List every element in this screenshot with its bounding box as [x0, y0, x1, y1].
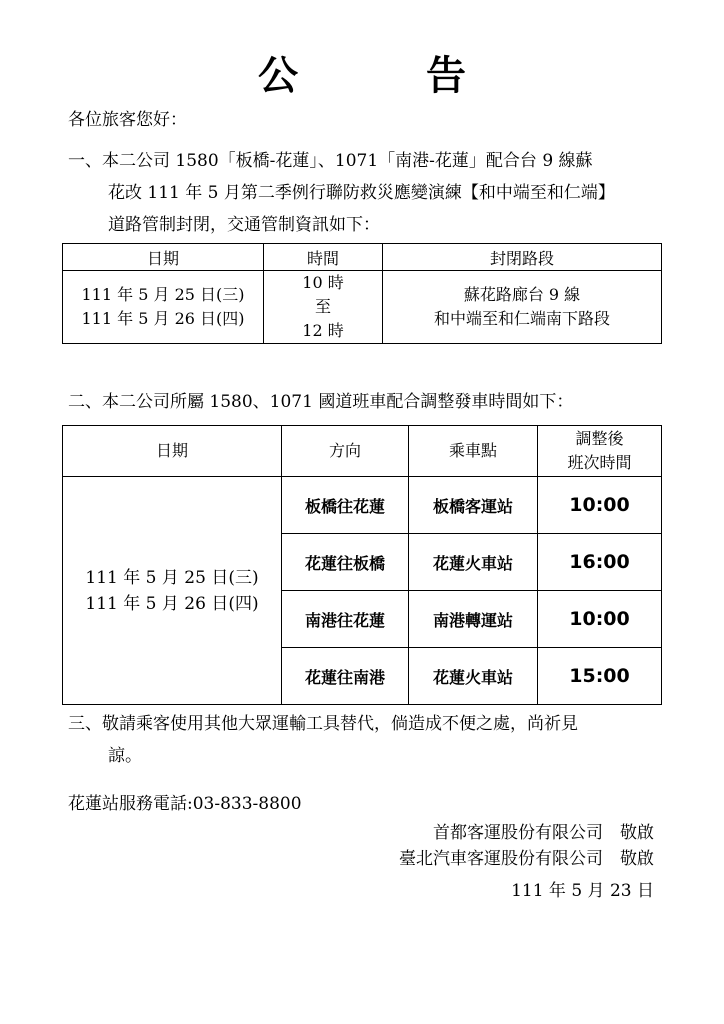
closure-time-start: 10 時 [302, 273, 344, 292]
header-time: 時間 [264, 244, 383, 271]
table-row [63, 477, 662, 534]
header-adjusted-time-1: 調整後 [575, 429, 624, 448]
header-date: 日期 [63, 244, 264, 271]
signature-2: 臺北汽車客運股份有限公司 敬啟 [399, 849, 654, 869]
publish-date: 111 年 5 月 23 日 [511, 881, 654, 901]
time-cell: 16:00 [538, 534, 662, 591]
section-1 [68, 145, 668, 241]
table-header-row [63, 244, 662, 271]
section-1-line-3: 道路管制封閉，交通管制資訊如下： [108, 215, 380, 235]
closure-time-cell [264, 271, 383, 344]
closure-date-1: 111 年 5 月 25 日(三) [81, 285, 245, 304]
time-cell: 10:00 [538, 591, 662, 648]
header-road-section: 封閉路段 [383, 244, 662, 271]
table-header-row [63, 426, 662, 477]
time-cell: 15:00 [538, 648, 662, 705]
schedule-date-1: 111 年 5 月 25 日(三) [85, 567, 259, 588]
stop-cell: 花蓮火車站 [409, 648, 538, 705]
stop-cell: 板橋客運站 [409, 477, 538, 534]
section-3-line-2: 諒。 [108, 746, 142, 766]
direction-cell: 花蓮往板橋 [282, 534, 409, 591]
section-2: 二、本二公司所屬 1580、1071 國道班車配合調整發車時間如下： [68, 392, 574, 412]
section-1-line-1: 一、本二公司 1580「板橋-花蓮」、1071「南港-花蓮」配合台 9 線蘇 [68, 151, 593, 171]
header-date: 日期 [63, 426, 282, 477]
closure-date-2: 111 年 5 月 26 日(四) [81, 309, 245, 328]
section-3 [68, 708, 578, 772]
table-row [63, 271, 662, 344]
schedule-date-cell [63, 477, 282, 705]
header-adjusted-time-2: 班次時間 [567, 453, 632, 472]
header-adjusted-time [538, 426, 662, 477]
header-direction: 方向 [282, 426, 409, 477]
direction-cell: 板橋往花蓮 [282, 477, 409, 534]
direction-cell: 南港往花蓮 [282, 591, 409, 648]
direction-cell: 花蓮往南港 [282, 648, 409, 705]
section-3-line-1: 三、敬請乘客使用其他大眾運輸工具替代，倘造成不便之處，尚祈見 [68, 714, 578, 734]
header-stop: 乘車點 [409, 426, 538, 477]
closure-road-2: 和中端至和仁端南下路段 [433, 309, 610, 328]
closure-road-1: 蘇花路廊台 9 線 [463, 285, 581, 304]
closure-time-end: 12 時 [302, 321, 344, 340]
page-title: 公 告 [258, 53, 510, 99]
signature-1: 首都客運股份有限公司 敬啟 [433, 823, 654, 843]
closure-time-to: 至 [314, 297, 331, 316]
stop-cell: 南港轉運站 [409, 591, 538, 648]
closure-date-cell [63, 271, 264, 344]
schedule-date-2: 111 年 5 月 26 日(四) [85, 593, 259, 614]
time-cell: 10:00 [538, 477, 662, 534]
closure-road-cell [383, 271, 662, 344]
stop-cell: 花蓮火車站 [409, 534, 538, 591]
service-phone: 花蓮站服務電話:03-833-8800 [68, 794, 302, 814]
greeting: 各位旅客您好： [68, 110, 187, 130]
road-closure-table [62, 243, 662, 344]
section-1-line-2: 花改 111 年 5 月第二季例行聯防救災應變演練【和中端至和仁端】 [108, 183, 615, 203]
schedule-table [62, 425, 662, 705]
